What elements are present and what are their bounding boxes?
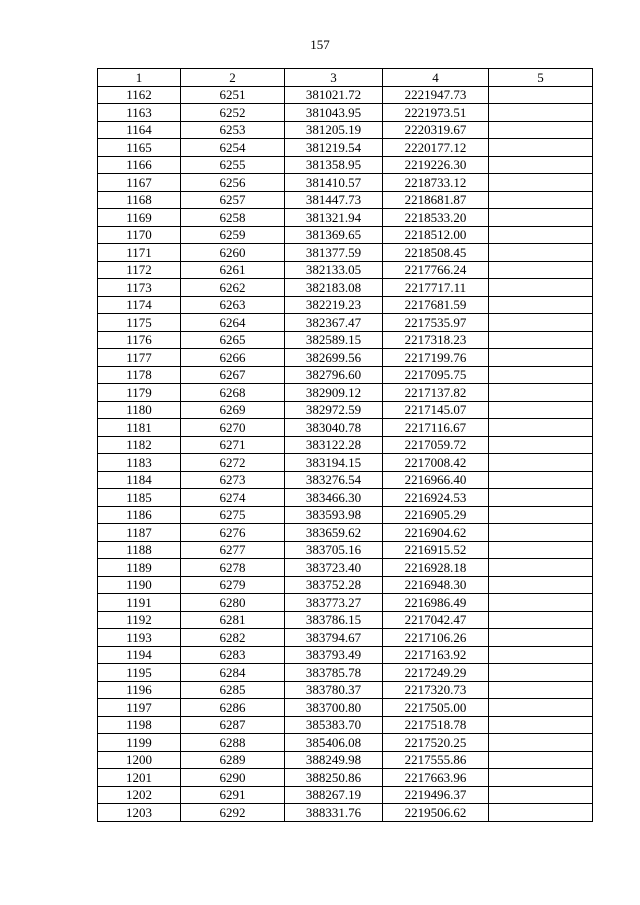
table-cell-col-1: 1187: [98, 524, 181, 542]
table-cell-col-5: [489, 401, 593, 419]
table-cell-col-1: 1196: [98, 681, 181, 699]
table-cell-col-1: 1162: [98, 86, 181, 104]
table-cell-col-1: 1197: [98, 699, 181, 717]
table-cell-col-5: [489, 611, 593, 629]
table-cell-col-5: [489, 121, 593, 139]
table-row: [98, 751, 593, 769]
table-cell-col-1: 1172: [98, 261, 181, 279]
table-cell-col-2: 6258: [181, 209, 285, 227]
table-cell-col-1: 1178: [98, 366, 181, 384]
table-cell-col-5: [489, 489, 593, 507]
table-cell-col-1: 1173: [98, 279, 181, 297]
table-cell-col-4: 2217106.26: [383, 629, 489, 647]
table-cell-col-5: [489, 174, 593, 192]
column-header-2: 2: [181, 69, 285, 87]
table-cell-col-3: 381219.54: [285, 139, 383, 157]
table-cell-col-4: 2217535.97: [383, 314, 489, 332]
table-cell-col-3: 381410.57: [285, 174, 383, 192]
table-cell-col-5: [489, 209, 593, 227]
table-cell-col-2: 6255: [181, 156, 285, 174]
table-cell-col-4: 2216928.18: [383, 559, 489, 577]
table-cell-col-3: 383276.54: [285, 471, 383, 489]
table-row: [98, 524, 593, 542]
table-cell-col-4: 2220177.12: [383, 139, 489, 157]
table-cell-col-2: 6279: [181, 576, 285, 594]
table-cell-col-3: 382796.60: [285, 366, 383, 384]
table-cell-col-5: [489, 559, 593, 577]
table-cell-col-3: 383194.15: [285, 454, 383, 472]
table-cell-col-2: 6256: [181, 174, 285, 192]
table-header-row: [98, 69, 593, 87]
table-cell-col-4: 2217518.78: [383, 716, 489, 734]
column-header-3: 3: [285, 69, 383, 87]
table-row: [98, 559, 593, 577]
table-cell-col-2: 6251: [181, 86, 285, 104]
table-cell-col-5: [489, 314, 593, 332]
table-cell-col-3: 388250.86: [285, 769, 383, 787]
table-cell-col-1: 1167: [98, 174, 181, 192]
table-cell-col-2: 6262: [181, 279, 285, 297]
table-cell-col-1: 1182: [98, 436, 181, 454]
table-cell-col-4: 2217116.67: [383, 419, 489, 437]
table-cell-col-5: [489, 646, 593, 664]
table-row: [98, 681, 593, 699]
table-cell-col-2: 6289: [181, 751, 285, 769]
table-cell-col-4: 2218508.45: [383, 244, 489, 262]
table-row: [98, 804, 593, 822]
table-cell-col-5: [489, 261, 593, 279]
table-cell-col-3: 383593.98: [285, 506, 383, 524]
table-cell-col-1: 1201: [98, 769, 181, 787]
table-cell-col-1: 1202: [98, 786, 181, 804]
table-cell-col-2: 6274: [181, 489, 285, 507]
table-cell-col-1: 1184: [98, 471, 181, 489]
table-cell-col-3: 382699.56: [285, 349, 383, 367]
table-cell-col-1: 1189: [98, 559, 181, 577]
table-cell-col-5: [489, 156, 593, 174]
table-row: [98, 226, 593, 244]
table-cell-col-3: 383793.49: [285, 646, 383, 664]
table-cell-col-5: [489, 139, 593, 157]
table-cell-col-2: 6283: [181, 646, 285, 664]
table-cell-col-4: 2217163.92: [383, 646, 489, 664]
table-cell-col-4: 2217717.11: [383, 279, 489, 297]
table-cell-col-4: 2219496.37: [383, 786, 489, 804]
table-cell-col-3: 383040.78: [285, 419, 383, 437]
table-row: [98, 191, 593, 209]
table-cell-col-4: 2217145.07: [383, 401, 489, 419]
table-row: [98, 384, 593, 402]
table-cell-col-5: [489, 681, 593, 699]
table-cell-col-4: 2221973.51: [383, 104, 489, 122]
table-cell-col-1: 1163: [98, 104, 181, 122]
table-cell-col-3: 385383.70: [285, 716, 383, 734]
table-cell-col-4: 2217505.00: [383, 699, 489, 717]
table-cell-col-3: 381205.19: [285, 121, 383, 139]
table-row: [98, 576, 593, 594]
table-cell-col-2: 6284: [181, 664, 285, 682]
table-cell-col-2: 6257: [181, 191, 285, 209]
table-cell-col-3: 383773.27: [285, 594, 383, 612]
table-cell-col-1: 1185: [98, 489, 181, 507]
table-row: [98, 489, 593, 507]
column-header-4: 4: [383, 69, 489, 87]
table-cell-col-2: 6282: [181, 629, 285, 647]
table-cell-col-5: [489, 104, 593, 122]
table-cell-col-3: 381447.73: [285, 191, 383, 209]
table-cell-col-5: [489, 629, 593, 647]
table-cell-col-2: 6276: [181, 524, 285, 542]
table-cell-col-4: 2217008.42: [383, 454, 489, 472]
table-cell-col-1: 1175: [98, 314, 181, 332]
table-cell-col-2: 6261: [181, 261, 285, 279]
table-cell-col-4: 2217766.24: [383, 261, 489, 279]
table-cell-col-5: [489, 86, 593, 104]
table-row: [98, 786, 593, 804]
table-cell-col-3: 381377.59: [285, 244, 383, 262]
table-cell-col-1: 1193: [98, 629, 181, 647]
table-cell-col-4: 2216904.62: [383, 524, 489, 542]
table-cell-col-3: 383780.37: [285, 681, 383, 699]
table-cell-col-5: [489, 524, 593, 542]
table-cell-col-3: 383122.28: [285, 436, 383, 454]
table-cell-col-1: 1200: [98, 751, 181, 769]
table-cell-col-1: 1169: [98, 209, 181, 227]
table-cell-col-4: 2218512.00: [383, 226, 489, 244]
table-cell-col-5: [489, 769, 593, 787]
table-row: [98, 244, 593, 262]
table-cell-col-2: 6263: [181, 296, 285, 314]
table-cell-col-4: 2217681.59: [383, 296, 489, 314]
table-cell-col-3: 382183.08: [285, 279, 383, 297]
table-cell-col-3: 383723.40: [285, 559, 383, 577]
table-cell-col-4: 2218533.20: [383, 209, 489, 227]
table-cell-col-2: 6291: [181, 786, 285, 804]
table-cell-col-3: 382133.05: [285, 261, 383, 279]
table-cell-col-5: [489, 734, 593, 752]
coordinates-table: [97, 68, 593, 822]
table-cell-col-1: 1170: [98, 226, 181, 244]
table-cell-col-4: 2217520.25: [383, 734, 489, 752]
table-cell-col-3: 383794.67: [285, 629, 383, 647]
table-cell-col-4: 2217320.73: [383, 681, 489, 699]
table-cell-col-2: 6290: [181, 769, 285, 787]
table-cell-col-4: 2217137.82: [383, 384, 489, 402]
table-cell-col-4: 2219506.62: [383, 804, 489, 822]
table-row: [98, 314, 593, 332]
table-cell-col-5: [489, 594, 593, 612]
table-row: [98, 541, 593, 559]
table-cell-col-4: 2217555.86: [383, 751, 489, 769]
table-row: [98, 646, 593, 664]
table-cell-col-5: [489, 471, 593, 489]
table-cell-col-3: 383705.16: [285, 541, 383, 559]
table-cell-col-1: 1192: [98, 611, 181, 629]
table-cell-col-4: 2216986.49: [383, 594, 489, 612]
table-cell-col-5: [489, 279, 593, 297]
table-row: [98, 261, 593, 279]
table-cell-col-4: 2217318.23: [383, 331, 489, 349]
table-cell-col-3: 388267.19: [285, 786, 383, 804]
table-row: [98, 349, 593, 367]
table-cell-col-2: 6252: [181, 104, 285, 122]
table-row: [98, 139, 593, 157]
table-row: [98, 699, 593, 717]
table-cell-col-1: 1199: [98, 734, 181, 752]
table-cell-col-3: 381043.95: [285, 104, 383, 122]
table-row: [98, 664, 593, 682]
table-row: [98, 419, 593, 437]
table-cell-col-2: 6260: [181, 244, 285, 262]
table-cell-col-2: 6259: [181, 226, 285, 244]
table-cell-col-4: 2216924.53: [383, 489, 489, 507]
table-cell-col-3: 383785.78: [285, 664, 383, 682]
table-cell-col-4: 2216966.40: [383, 471, 489, 489]
table-cell-col-3: 383700.80: [285, 699, 383, 717]
table-cell-col-5: [489, 296, 593, 314]
table-cell-col-2: 6281: [181, 611, 285, 629]
column-header-1: 1: [98, 69, 181, 87]
table-cell-col-2: 6278: [181, 559, 285, 577]
table-body: [98, 86, 593, 821]
table-cell-col-5: [489, 349, 593, 367]
table-cell-col-5: [489, 366, 593, 384]
table-row: [98, 629, 593, 647]
column-header-5: 5: [489, 69, 593, 87]
table-row: [98, 121, 593, 139]
table-cell-col-3: 383752.28: [285, 576, 383, 594]
table-row: [98, 156, 593, 174]
table-cell-col-1: 1174: [98, 296, 181, 314]
table-cell-col-1: 1176: [98, 331, 181, 349]
table-cell-col-3: 383786.15: [285, 611, 383, 629]
table-cell-col-2: 6268: [181, 384, 285, 402]
table-cell-col-1: 1177: [98, 349, 181, 367]
table-cell-col-4: 2217663.96: [383, 769, 489, 787]
table-cell-col-3: 383466.30: [285, 489, 383, 507]
table-cell-col-3: 381021.72: [285, 86, 383, 104]
table-cell-col-5: [489, 244, 593, 262]
table-cell-col-2: 6280: [181, 594, 285, 612]
table-cell-col-4: 2219226.30: [383, 156, 489, 174]
table-cell-col-2: 6271: [181, 436, 285, 454]
table-cell-col-1: 1165: [98, 139, 181, 157]
table-cell-col-2: 6288: [181, 734, 285, 752]
table-cell-col-5: [489, 664, 593, 682]
table-cell-col-2: 6292: [181, 804, 285, 822]
table-cell-col-5: [489, 786, 593, 804]
table-cell-col-3: 383659.62: [285, 524, 383, 542]
table-cell-col-4: 2221947.73: [383, 86, 489, 104]
table-row: [98, 401, 593, 419]
table-cell-col-3: 381321.94: [285, 209, 383, 227]
table-row: [98, 209, 593, 227]
table-cell-col-3: 382972.59: [285, 401, 383, 419]
table-cell-col-1: 1180: [98, 401, 181, 419]
table-cell-col-1: 1191: [98, 594, 181, 612]
table-cell-col-1: 1186: [98, 506, 181, 524]
table-cell-col-1: 1171: [98, 244, 181, 262]
table-row: [98, 86, 593, 104]
table-row: [98, 734, 593, 752]
table-cell-col-2: 6272: [181, 454, 285, 472]
table-cell-col-3: 388331.76: [285, 804, 383, 822]
table-cell-col-4: 2216915.52: [383, 541, 489, 559]
table-cell-col-4: 2218681.87: [383, 191, 489, 209]
table-cell-col-5: [489, 454, 593, 472]
table-row: [98, 611, 593, 629]
table-cell-col-1: 1168: [98, 191, 181, 209]
table-cell-col-3: 382909.12: [285, 384, 383, 402]
table-cell-col-4: 2216905.29: [383, 506, 489, 524]
table-cell-col-2: 6269: [181, 401, 285, 419]
table-cell-col-1: 1198: [98, 716, 181, 734]
table-cell-col-1: 1166: [98, 156, 181, 174]
table-cell-col-4: 2220319.67: [383, 121, 489, 139]
table-cell-col-1: 1195: [98, 664, 181, 682]
table-cell-col-3: 385406.08: [285, 734, 383, 752]
table-cell-col-1: 1190: [98, 576, 181, 594]
table-cell-col-2: 6270: [181, 419, 285, 437]
table-cell-col-5: [489, 226, 593, 244]
table-cell-col-5: [489, 384, 593, 402]
table-row: [98, 454, 593, 472]
table-row: [98, 436, 593, 454]
table-cell-col-3: 381369.65: [285, 226, 383, 244]
table-row: [98, 716, 593, 734]
table-cell-col-2: 6254: [181, 139, 285, 157]
table-cell-col-3: 382589.15: [285, 331, 383, 349]
table-cell-col-3: 381358.95: [285, 156, 383, 174]
table-row: [98, 296, 593, 314]
table-row: [98, 506, 593, 524]
table-cell-col-5: [489, 331, 593, 349]
table-row: [98, 594, 593, 612]
table-cell-col-1: 1181: [98, 419, 181, 437]
table-cell-col-5: [489, 436, 593, 454]
table-cell-col-2: 6285: [181, 681, 285, 699]
table-cell-col-2: 6286: [181, 699, 285, 717]
table-cell-col-1: 1164: [98, 121, 181, 139]
table-cell-col-5: [489, 751, 593, 769]
table-cell-col-1: 1183: [98, 454, 181, 472]
table-cell-col-2: 6265: [181, 331, 285, 349]
table-cell-col-1: 1179: [98, 384, 181, 402]
table-row: [98, 471, 593, 489]
table-cell-col-5: [489, 804, 593, 822]
table-cell-col-2: 6273: [181, 471, 285, 489]
table-cell-col-4: 2218733.12: [383, 174, 489, 192]
table-cell-col-5: [489, 541, 593, 559]
table-cell-col-2: 6267: [181, 366, 285, 384]
table-cell-col-1: 1203: [98, 804, 181, 822]
table-row: [98, 174, 593, 192]
table-cell-col-1: 1188: [98, 541, 181, 559]
table-cell-col-1: 1194: [98, 646, 181, 664]
table-cell-col-5: [489, 576, 593, 594]
table-cell-col-5: [489, 716, 593, 734]
table-cell-col-5: [489, 191, 593, 209]
table-cell-col-2: 6266: [181, 349, 285, 367]
table-cell-col-5: [489, 419, 593, 437]
table-cell-col-4: 2217095.75: [383, 366, 489, 384]
table-cell-col-3: 382219.23: [285, 296, 383, 314]
table-cell-col-2: 6275: [181, 506, 285, 524]
table-cell-col-2: 6253: [181, 121, 285, 139]
table-cell-col-2: 6264: [181, 314, 285, 332]
table-cell-col-5: [489, 699, 593, 717]
table-cell-col-3: 388249.98: [285, 751, 383, 769]
table-row: [98, 331, 593, 349]
page-number: 157: [310, 37, 330, 52]
table-cell-col-4: 2216948.30: [383, 576, 489, 594]
table-row: [98, 366, 593, 384]
table-cell-col-4: 2217199.76: [383, 349, 489, 367]
table-cell-col-4: 2217059.72: [383, 436, 489, 454]
table-cell-col-2: 6287: [181, 716, 285, 734]
table-row: [98, 104, 593, 122]
table-row: [98, 279, 593, 297]
table-row: [98, 769, 593, 787]
table-cell-col-3: 382367.47: [285, 314, 383, 332]
table-cell-col-5: [489, 506, 593, 524]
table-cell-col-4: 2217249.29: [383, 664, 489, 682]
table-cell-col-4: 2217042.47: [383, 611, 489, 629]
table-cell-col-2: 6277: [181, 541, 285, 559]
